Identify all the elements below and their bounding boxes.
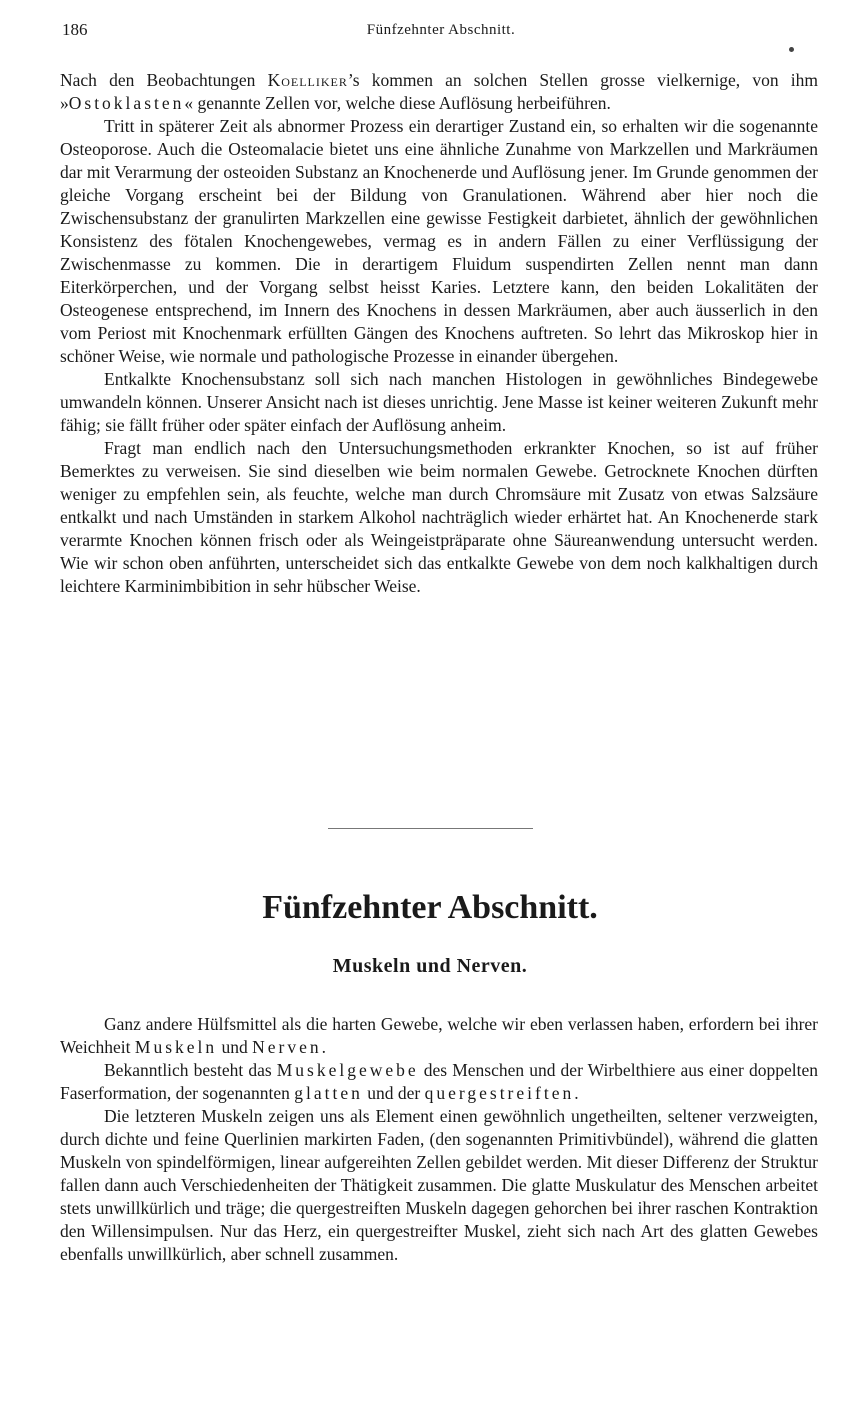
paragraph: Fragt man endlich nach den Untersuchungsmethoden erkrankter Knochen, so ist auf früher Bemerktes zu verweisen. Sie sind dieselben wie beim normalen Gewebe. Getrocknete Knochen dürften weniger zu empfehlen sein, als feuchte, welche man durch Chromsäure mit Zusatz von etwas Salzsäure entkalkt und nach Umständen in starkem Alkohol nachträglich wieder erhärtet hat. An Knochenerde stark verarmte Knochen können frisch oder als Weingeistpräparate ohne Säureanwendung untersucht werden. Wie wir schon oben anführten, unterscheidet sich das entkalkte Gewebe von dem noch kalkhaltigen durch leichtere Karminimbibition in sehr hübscher Weise. xyxy=(60,438,818,596)
text-block-bottom xyxy=(60,1013,818,1266)
author-name: Koelliker xyxy=(267,70,348,90)
paragraph: Tritt in späterer Zeit als abnormer Prozess ein derartiger Zustand ein, so erhalten wir die sogenannte Osteoporose. Auch die Osteomalacie bietet uns eine ähnliche Zunahme von Markzellen und Markräumen dar mit Verarmung der osteoiden Substanz an Knochenerde und Auflösung jener. Im Grunde genommen der gleiche Vorgang erscheint bei der Bildung von Granulationen. Während aber hier noch die Zwischensubstanz der granulirten Markzellen eine gewisse Festigkeit darbietet, ähnlich der gewöhnlichen Konsistenz des fötalen Knochengewebes, vermag es in andern Fällen zu einer Verflüssigung der Zwischenmasse zu kommen. Die in derartigem Fluidum suspendirten Zellen nennt man dann Eiterkörperchen, und der Vorgang selbst heisst Karies. Letztere kann, den beiden Lokalitäten der Osteogenese entsprechend, im Innern des Knochens in dessen Markräumen, aber auch äusserlich in den vom Periost mit Knochenmark erfüllten Gängen des Knochens auftreten. So lehrt das Mikroskop hier in schöner Weise, wie normale und pathologische Prozesse in einander übergehen. xyxy=(60,116,818,366)
paragraph: Ganz andere Hülfsmittel als die harten Gewebe, welche wir eben verlassen haben, erfordern bei ihrer Weichheit Muskeln und Nerven. xyxy=(60,1014,818,1057)
page-header xyxy=(62,20,820,44)
emphasized-term: Muskelgewebe xyxy=(276,1060,419,1080)
emphasized-term: quergestreiften xyxy=(424,1083,575,1103)
running-head: Fünfzehnter Abschnitt. xyxy=(366,22,516,38)
section-subtitle: Muskeln und Nerven. xyxy=(332,955,528,977)
paragraph: Bekanntlich besteht das Muskelgewebe des Menschen und der Wirbelthiere aus einer doppelten Faserformation, der sogenannten glatten und der quergestreiften. xyxy=(60,1060,818,1103)
section-divider xyxy=(328,828,533,829)
section-title: Fünfzehnter Abschnitt. xyxy=(262,889,598,926)
page-number: 186 xyxy=(62,20,88,39)
emphasized-term: Muskeln xyxy=(134,1037,218,1057)
emphasized-term: Nerven xyxy=(252,1037,322,1057)
paragraph: Die letzteren Muskeln zeigen uns als Element einen gewöhnlich ungetheilten, seltener verzweigten, durch dichte und feine Querlinien markirten Faden, (den sogenannten Primitivbündel), während die glatten Muskeln von spindelförmigen, linear aufgereihten Zellen gebildet werden. Mit dieser Differenz der Struktur fallen dann auch Verschiedenheiten der Thätigkeit zusammen. Die glatte Muskulatur des Menschen arbeitet stets unwillkürlich und träge; die quergestreiften Muskeln dagegen gehorchen bei ihrer raschen Kontraktion den Willensimpulsen. Nur das Herz, ein quergestreifter Muskel, zieht sich nach Art des glatten Gewebes ebenfalls unwillkürlich, aber schnell zusammen. xyxy=(60,1106,818,1264)
paragraph: Entkalkte Knochensubstanz soll sich nach manchen Histologen in gewöhnliches Bindegewebe umwandeln können. Unserer Ansicht nach ist dieses unrichtig. Jene Masse ist keiner weiteren Zukunft mehr fähig; sie fällt früher oder später einfach der Auflösung anheim. xyxy=(60,369,818,435)
text-block-top xyxy=(60,69,818,598)
emphasized-term: glatten xyxy=(294,1083,363,1103)
ink-speck xyxy=(789,47,794,52)
paragraph: Nach den Beobachtungen Koelliker’s kommen an solchen Stellen grosse vielkernige, von ihm »Ostoklasten« genannte Zellen vor, welche diese Auflösung herbeiführen. xyxy=(60,70,818,113)
emphasized-term: Ostoklasten xyxy=(68,93,185,113)
